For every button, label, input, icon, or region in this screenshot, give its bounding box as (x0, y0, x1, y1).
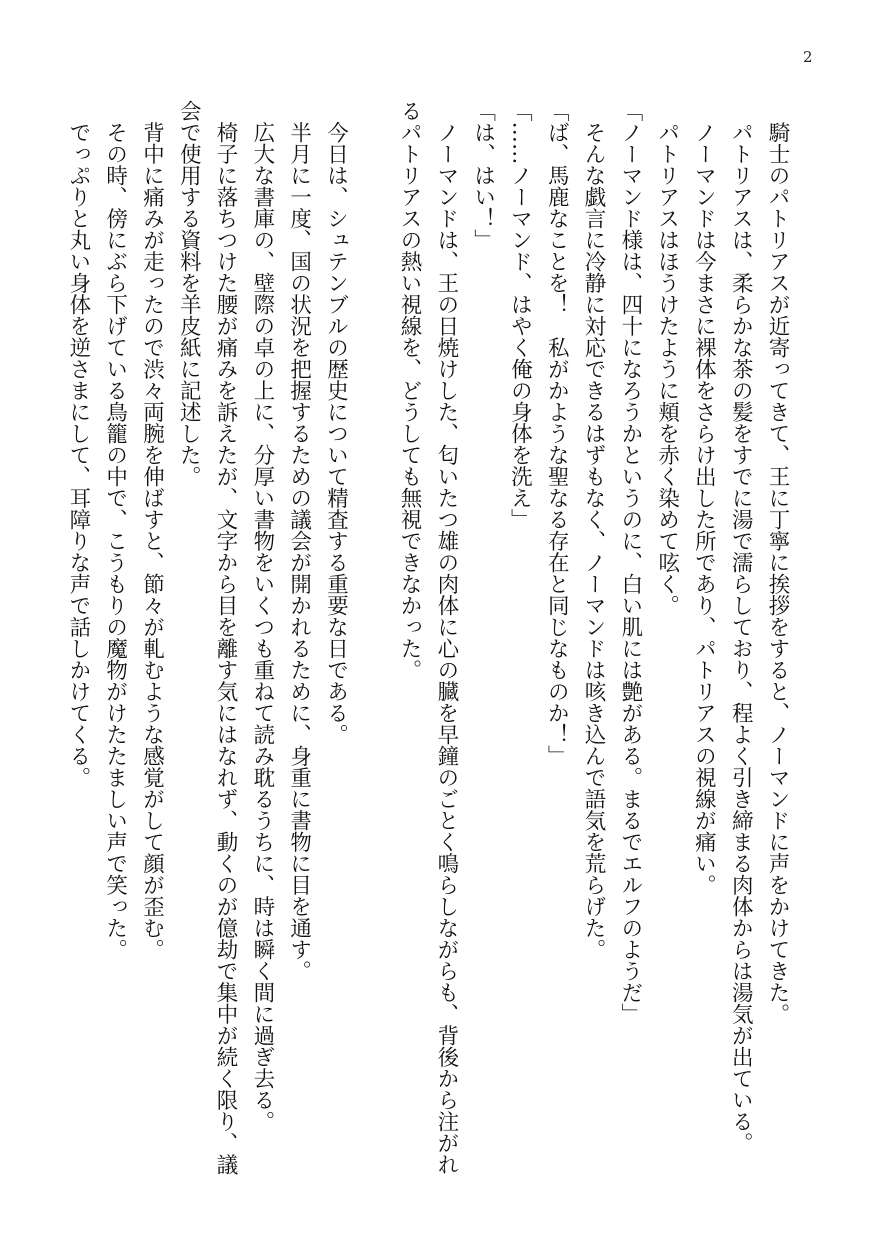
dialogue-line: 「ノーマンド様は、四十になろうかというのに、白い肌には艶がある。まるでエルフのようだ」 (617, 100, 643, 1025)
text-line: 広大な書庫の、壁際の卓の上に、分厚い書物をいくつも重ねて読み耽るうちに、時は瞬く間に過ぎ去る。 (249, 100, 275, 1132)
text-line: 半月に一度、国の状況を把握するための議会が開かれるために、身重に書物に目を通す。 (286, 100, 312, 982)
page-number: 2 (803, 48, 813, 66)
dialogue-line: 「は、はい！」 (470, 100, 496, 251)
text-line: ノーマンドは、王の日焼けした、匂いたつ雄の肉体に心の臓を早鐘のごとく鳴らしながらも、背後から注がれるパトリアスの熱い視線を、どうしても無視できなかった。 (397, 100, 459, 1175)
text-line: でっぷりと丸い身体を逆さまにして、耳障りな声で話しかけてくる。 (65, 100, 91, 788)
text-line: その時、傍にぶら下げている鳥籠の中で、こうもりの魔物がけたたましい声で笑った。 (102, 100, 128, 960)
text-line: パトリアスは、柔らかな茶の髪をすでに湯で濡らしており、程よく引き締まる肉体からは湯気が出ている。 (728, 100, 754, 1154)
text-line: 椅子に落ちつけた腰が痛みを訴えたが、文字から目を離す気にはなれず、動くのが億劫で集中が続く限り、議会で使用する資料を羊皮紙に記述した。 (176, 100, 239, 1175)
text-line: そんな戯言に冷静に対応できるはずもなく、ノーマンドは咳き込んで語気を荒らげた。 (581, 100, 607, 960)
dialogue-line: 「ば、馬鹿なことを！ 私がかような聖なる存在と同じなものか！」 (544, 100, 570, 767)
dialogue-line: 「……ノーマンド、はやく俺の身体を洗え」 (507, 100, 533, 530)
text-line: 背中に痛みが走ったので渋々両腕を伸ばすと、節々が軋むような感覚がして顔が歪む。 (139, 100, 165, 960)
novel-body-text (65, 100, 795, 1180)
text-line: 今日は、シュテンブルの歴史について精査する重要な日である。 (323, 100, 349, 745)
text-line: 騎士のパトリアスが近寄ってきて、王に丁寧に挨拶をすると、ノーマンドに声をかけてきた。 (765, 100, 790, 1025)
blank-line (353, 100, 390, 1180)
text-line: ノーマンドは今まさに裸体をさらけ出した所であり、パトリアスの視線が痛い。 (691, 100, 717, 896)
text-line: パトリアスはほうけたように頬を赤く染めて呟く。 (654, 100, 680, 616)
